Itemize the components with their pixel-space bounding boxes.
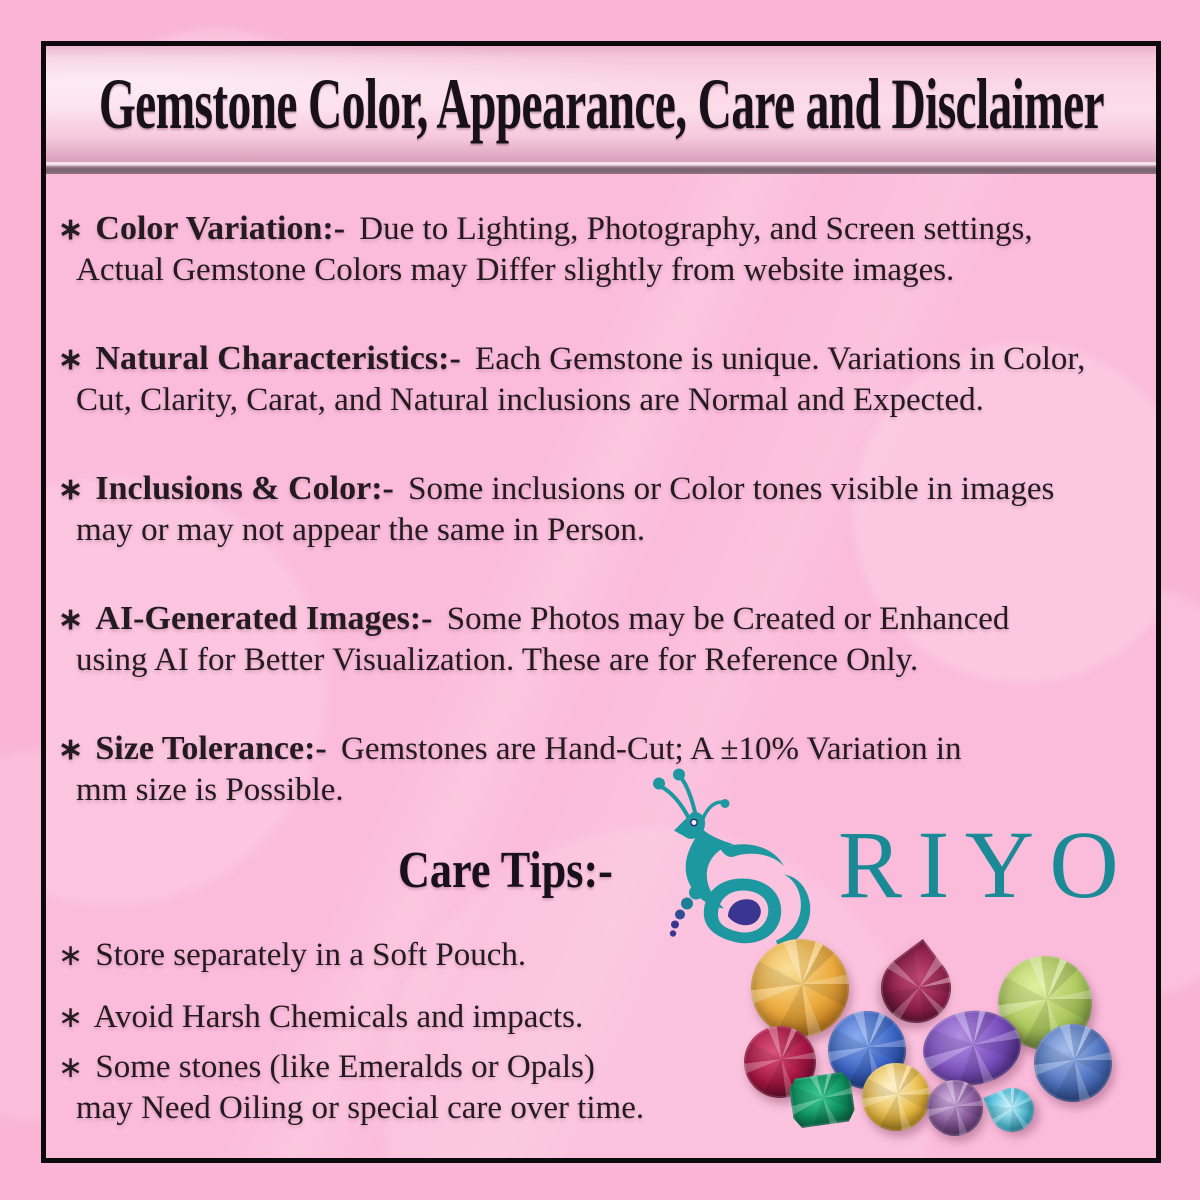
disclaimer-inclusions-color [56,469,1141,550]
disclaimer-color-variation [56,209,1141,290]
bullet-asterisk-icon: ∗ [58,939,84,972]
disclaimer-text: Gemstones are Hand-Cut; A ±10% Variation in [340,731,962,767]
disclaimer-label: Natural Characteristics:- [95,340,461,377]
bullet-asterisk-icon: ∗ [58,1051,84,1084]
bullet-asterisk-icon: ∗ [58,473,84,506]
bullet-asterisk-icon: ∗ [58,603,84,636]
disclaimer-text: mm size is Possible. [76,772,344,808]
citrine-gem [751,939,849,1037]
disclaimer-label: Color Variation:- [95,210,346,247]
content-frame [41,41,1161,1163]
purple-spinel-gem [927,1080,983,1136]
care-tips-heading: Care Tips:- [398,842,613,899]
disclaimer-text: Due to Lighting, Photography, and Screen settings, [359,211,1033,247]
page-title: Gemstone Color, Appearance, Care and Disclaimer [98,63,1104,144]
banner-divider [46,162,1156,174]
bullet-asterisk-icon: ∗ [58,213,84,246]
tanzanite-gem [1034,1024,1112,1102]
disclaimer-ai-generated-images [56,599,1141,680]
bullet-asterisk-icon: ∗ [58,733,84,766]
care-tip-text: Some stones (like Emeralds or Opals) [95,1049,595,1085]
emerald-gem [788,1071,856,1129]
disclaimer-text: Cut, Clarity, Carat, and Natural inclusions are Normal and Expected. [76,382,984,418]
disclaimer-text: Actual Gemstone Colors may Differ slightly from website images. [76,252,955,288]
disclaimer-text: Some Photos may be Created or Enhanced [446,601,1010,637]
blue-topaz-gem [983,1081,1040,1138]
disclaimer-label: Size Tolerance:- [95,730,327,767]
care-tip-text: Store separately in a Soft Pouch. [95,937,527,973]
disclaimer-natural-characteristics [56,339,1141,420]
title-banner [46,46,1156,162]
brand-name: RIYO [838,811,1135,918]
care-tip-text: may Need Oiling or special care over time. [76,1090,645,1126]
disclaimer-text: may or may not appear the same in Person. [76,512,646,548]
gemstones-photo [720,920,1140,1135]
bullet-asterisk-icon: ∗ [58,1001,84,1034]
care-tip-oiling [56,1047,756,1128]
disclaimer-text: using AI for Better Visualization. These are for Reference Only. [76,642,919,678]
care-tip-text: Avoid Harsh Chemicals and impacts. [93,999,584,1035]
disclaimer-text: Each Gemstone is unique. Variations in Color, [475,341,1086,377]
disclaimer-size-tolerance [56,729,1141,810]
disclaimer-text: Some inclusions or Color tones visible in images [408,471,1055,507]
disclaimer-label: Inclusions & Color:- [95,470,394,507]
yellow-citrine-gem [862,1063,930,1131]
bullet-asterisk-icon: ∗ [58,343,84,376]
disclaimer-label: AI-Generated Images:- [95,600,433,637]
